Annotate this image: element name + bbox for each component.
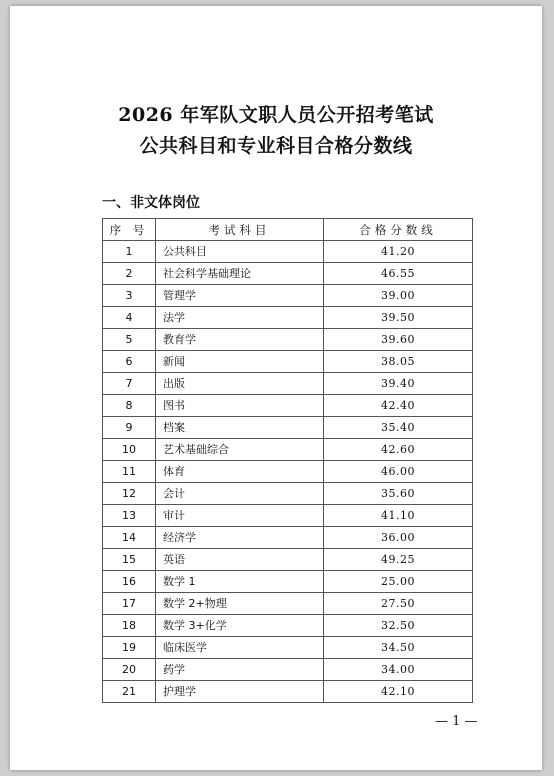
seq-cell: 2 [103, 263, 156, 285]
table-row [103, 373, 473, 395]
table-row [103, 681, 473, 703]
subject-cell: 管理学 [156, 285, 324, 307]
seq-cell: 4 [103, 307, 156, 329]
score-cell: 41.10 [324, 505, 473, 527]
table-row [103, 637, 473, 659]
table-row [103, 439, 473, 461]
seq-cell: 14 [103, 527, 156, 549]
seq-cell: 6 [103, 351, 156, 373]
subject-cell: 数学 3+化学 [156, 615, 324, 637]
score-cell: 32.50 [324, 615, 473, 637]
seq-cell: 10 [103, 439, 156, 461]
score-cell: 42.10 [324, 681, 473, 703]
section-heading: 一、非文体岗位 [102, 195, 200, 211]
score-cell: 34.00 [324, 659, 473, 681]
table-row [103, 417, 473, 439]
subject-cell: 护理学 [156, 681, 324, 703]
seq-cell: 21 [103, 681, 156, 703]
title-line-1: 2026 年军队文职人员公开招考笔试 [118, 104, 434, 126]
subject-cell: 经济学 [156, 527, 324, 549]
subject-cell: 图书 [156, 395, 324, 417]
table-row [103, 329, 473, 351]
table-row [103, 615, 473, 637]
subject-cell: 出版 [156, 373, 324, 395]
score-cell: 27.50 [324, 593, 473, 615]
subject-cell: 数学 2+物理 [156, 593, 324, 615]
score-table [102, 218, 473, 703]
table-row [103, 505, 473, 527]
seq-cell: 9 [103, 417, 156, 439]
score-cell: 42.60 [324, 439, 473, 461]
table-row [103, 263, 473, 285]
header-subject: 考试科目 [156, 219, 324, 241]
score-cell: 39.60 [324, 329, 473, 351]
seq-cell: 20 [103, 659, 156, 681]
seq-cell: 8 [103, 395, 156, 417]
subject-cell: 新闻 [156, 351, 324, 373]
seq-cell: 13 [103, 505, 156, 527]
table-body [103, 241, 473, 703]
score-cell: 46.00 [324, 461, 473, 483]
seq-cell: 12 [103, 483, 156, 505]
seq-cell: 7 [103, 373, 156, 395]
subject-cell: 档案 [156, 417, 324, 439]
score-cell: 42.40 [324, 395, 473, 417]
subject-cell: 药学 [156, 659, 324, 681]
subject-cell: 会计 [156, 483, 324, 505]
table-row [103, 593, 473, 615]
seq-cell: 18 [103, 615, 156, 637]
score-cell: 34.50 [324, 637, 473, 659]
document-page [10, 6, 542, 770]
subject-cell: 审计 [156, 505, 324, 527]
score-cell: 25.00 [324, 571, 473, 593]
score-cell: 49.25 [324, 549, 473, 571]
table-row [103, 659, 473, 681]
table-row [103, 527, 473, 549]
seq-cell: 15 [103, 549, 156, 571]
seq-cell: 11 [103, 461, 156, 483]
subject-cell: 艺术基础综合 [156, 439, 324, 461]
score-cell: 39.50 [324, 307, 473, 329]
score-cell: 38.05 [324, 351, 473, 373]
subject-cell: 英语 [156, 549, 324, 571]
score-cell: 39.00 [324, 285, 473, 307]
title-line-2: 公共科目和专业科目合格分数线 [139, 135, 413, 157]
subject-cell: 公共科目 [156, 241, 324, 263]
subject-cell: 教育学 [156, 329, 324, 351]
score-cell: 41.20 [324, 241, 473, 263]
seq-cell: 19 [103, 637, 156, 659]
score-cell: 36.00 [324, 527, 473, 549]
subject-cell: 临床医学 [156, 637, 324, 659]
table-row [103, 395, 473, 417]
table-row [103, 461, 473, 483]
table-row [103, 307, 473, 329]
subject-cell: 社会科学基础理论 [156, 263, 324, 285]
score-cell: 46.55 [324, 263, 473, 285]
subject-cell: 法学 [156, 307, 324, 329]
header-score: 合格分数线 [324, 219, 473, 241]
seq-cell: 1 [103, 241, 156, 263]
table-row [103, 241, 473, 263]
table-row [103, 351, 473, 373]
subject-cell: 体育 [156, 461, 324, 483]
table-row [103, 285, 473, 307]
seq-cell: 17 [103, 593, 156, 615]
page-number: — 1 — [435, 714, 478, 729]
header-seq: 序 号 [103, 219, 156, 241]
table-row [103, 549, 473, 571]
seq-cell: 16 [103, 571, 156, 593]
table-header-row [103, 219, 473, 241]
seq-cell: 5 [103, 329, 156, 351]
subject-cell: 数学 1 [156, 571, 324, 593]
score-cell: 35.40 [324, 417, 473, 439]
seq-cell: 3 [103, 285, 156, 307]
score-cell: 35.60 [324, 483, 473, 505]
table-row [103, 571, 473, 593]
table-row [103, 483, 473, 505]
score-cell: 39.40 [324, 373, 473, 395]
